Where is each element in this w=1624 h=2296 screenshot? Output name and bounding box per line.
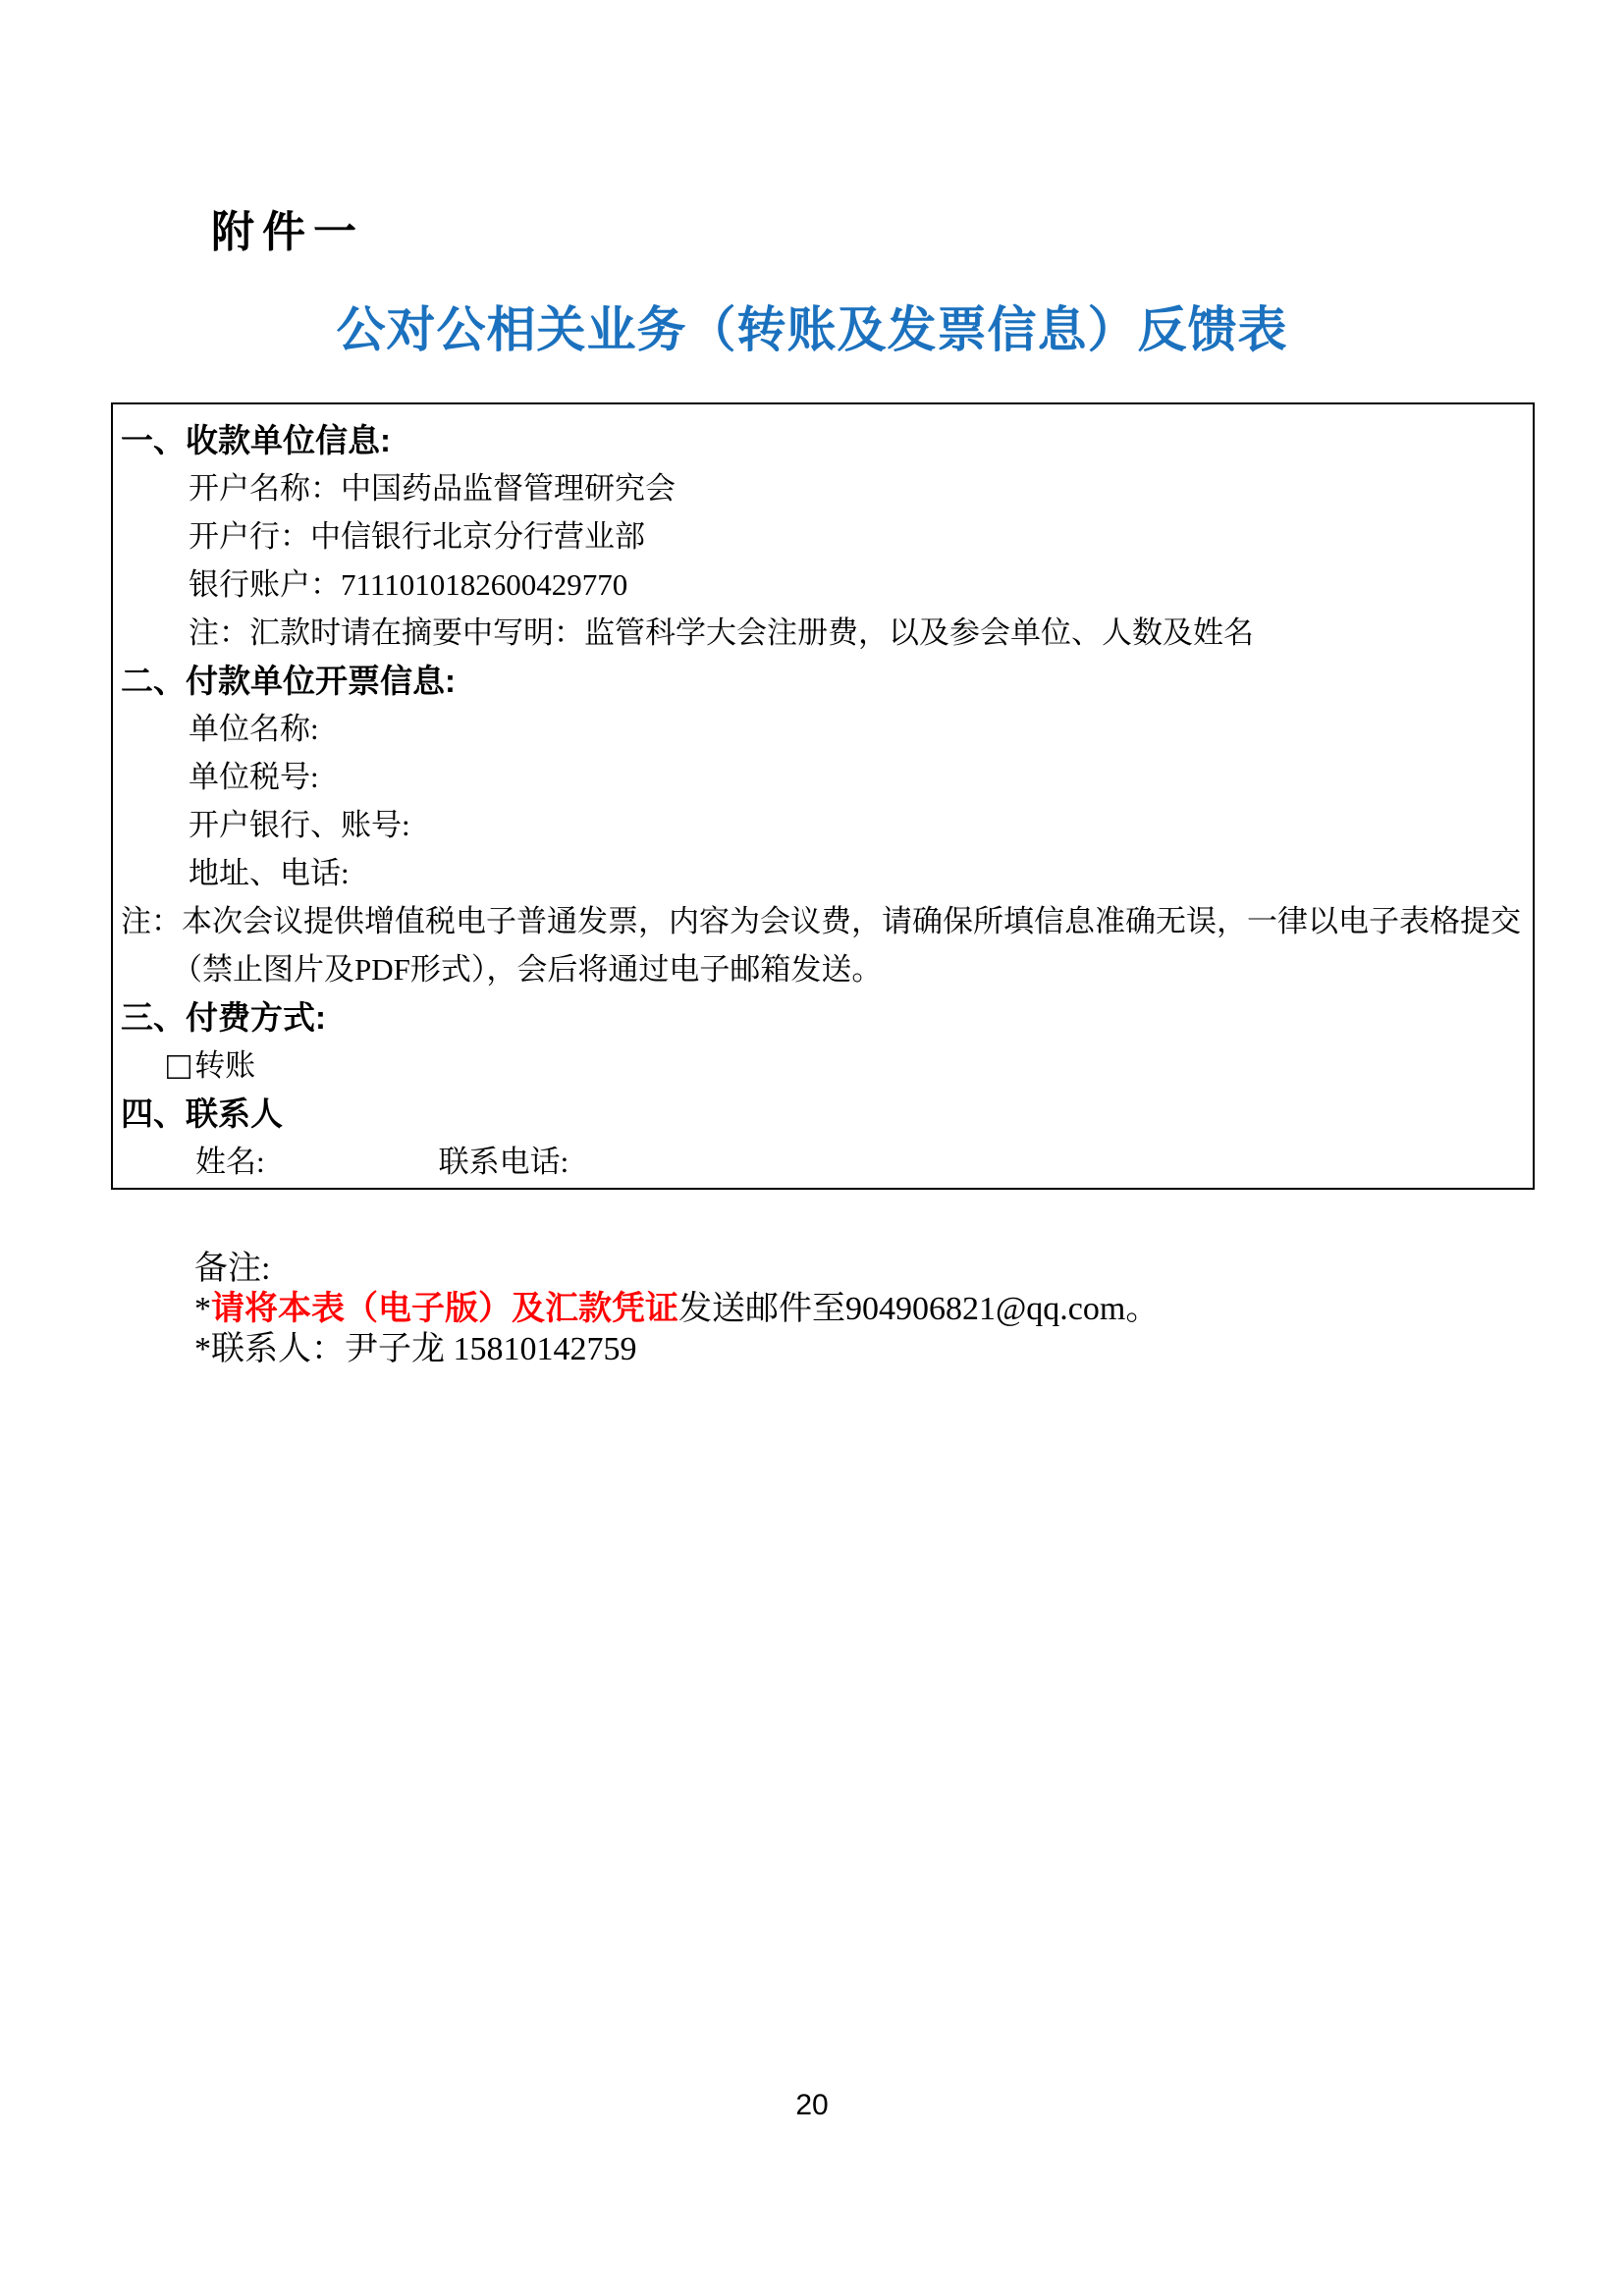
remarks-label: 备注: xyxy=(194,1251,271,1287)
invoice-note-line2: （禁止图片及PDF形式），会后将通过电子邮箱发送。 xyxy=(172,952,883,987)
field-payer-bank-account: 开户银行、账号: xyxy=(189,808,410,842)
form-box xyxy=(111,402,1535,1190)
page-title: 公对公相关业务（转账及发票信息）反馈表 xyxy=(336,302,1288,357)
transfer-option-label: 转账 xyxy=(194,1048,256,1083)
page-number: 20 xyxy=(795,2089,829,2121)
attachment-label: 附件一 xyxy=(211,208,364,256)
invoice-note-line1: 注：本次会议提供增值税电子普通发票，内容为会议费，请确保所填信息准确无误，一律以电子表格提交 xyxy=(121,904,1521,938)
remarks-star: * xyxy=(194,1291,211,1327)
remittance-note: 注：汇款时请在摘要中写明：监管科学大会注册费，以及参会单位、人数及姓名 xyxy=(189,615,1254,650)
name-label: 姓名: xyxy=(195,1145,265,1179)
field-tax-id: 单位税号: xyxy=(189,760,319,794)
remarks-block xyxy=(194,1249,1159,1369)
payment-option-row xyxy=(113,1041,1533,1090)
field-bank-account: 银行账户：7111010182600429770 xyxy=(189,567,628,602)
remarks-red-text: 请将本表（电子版）及汇款凭证 xyxy=(211,1291,678,1327)
remarks-contact-line: *联系人：尹子龙 15810142759 xyxy=(194,1331,637,1367)
contact-phone-label: 联系电话: xyxy=(438,1145,569,1179)
section4-heading: 四、联系人 xyxy=(121,1095,283,1132)
field-account-name: 开户名称：中国药品监督管理研究会 xyxy=(189,471,676,506)
field-bank-branch: 开户行：中信银行北京分行营业部 xyxy=(189,519,645,554)
section3-heading: 三、付费方式: xyxy=(121,999,326,1036)
field-address-phone: 地址、电话: xyxy=(189,856,350,890)
remarks-send-text: 发送邮件至904906821@qq.com。 xyxy=(678,1291,1160,1327)
section2-heading: 二、付款单位开票信息: xyxy=(121,663,456,699)
contact-row xyxy=(113,1138,1533,1186)
section1-heading: 一、收款单位信息: xyxy=(121,422,391,458)
field-company-name: 单位名称: xyxy=(189,712,319,746)
remarks-submit-line xyxy=(194,1289,1159,1329)
transfer-checkbox-icon[interactable]: □ xyxy=(167,1043,191,1088)
